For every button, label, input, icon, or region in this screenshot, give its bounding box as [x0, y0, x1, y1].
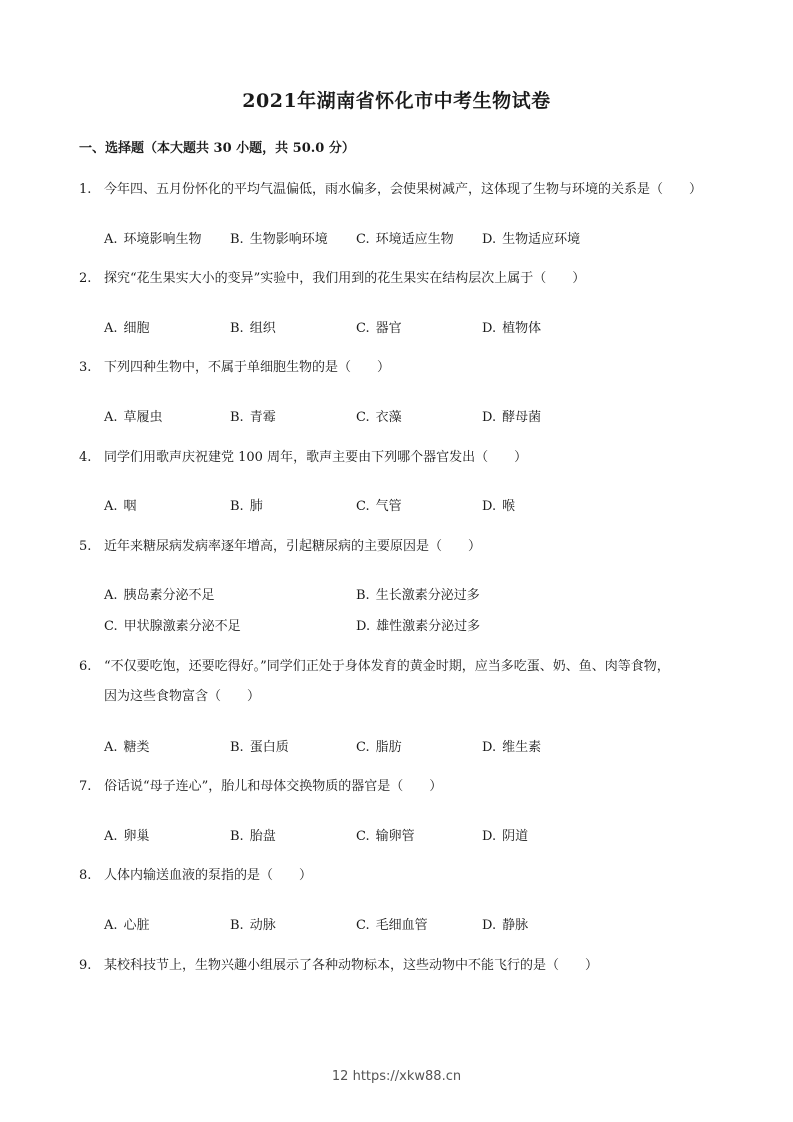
option-text: 甲状腺激素分泌不足	[123, 619, 241, 634]
option-c	[356, 406, 402, 425]
option-letter: D.	[482, 499, 497, 514]
option-b	[230, 406, 276, 425]
option-text: 环境影响生物	[123, 232, 202, 247]
option-d	[482, 914, 528, 933]
option-text: 青霉	[249, 410, 276, 425]
option-letter: B.	[230, 499, 244, 514]
option-letter: A.	[104, 918, 118, 933]
option-letter: A.	[104, 499, 118, 514]
question-stem: 下列四种生物中，不属于单细胞生物的是（ ）	[104, 360, 391, 375]
option-letter: A.	[104, 740, 118, 755]
option-c	[356, 495, 402, 514]
option-d	[482, 825, 528, 844]
section-header: 一、选择题（本大题共 30 小题，共 50.0 分）	[79, 141, 355, 156]
option-letter: A.	[104, 321, 118, 336]
option-b	[230, 825, 276, 844]
option-text: 胰岛素分泌不足	[123, 588, 215, 603]
option-text: 器官	[375, 321, 402, 336]
option-letter: B.	[230, 232, 244, 247]
question-stem: 某校科技节上，生物兴趣小组展示了各种动物标本，这些动物中不能飞行的是（ ）	[104, 958, 599, 973]
option-text: 生物适应环境	[502, 232, 581, 247]
option-a	[104, 495, 137, 514]
option-letter: D.	[482, 232, 497, 247]
option-letter: D.	[356, 619, 371, 634]
option-d	[482, 406, 541, 425]
question-stem: 同学们用歌声庆祝建党 100 周年，歌声主要由下列哪个器官发出（ ）	[104, 450, 528, 465]
option-a	[104, 736, 150, 755]
option-text: 喉	[502, 499, 516, 514]
option-text: 动脉	[249, 918, 276, 933]
option-text: 阴道	[502, 829, 529, 844]
question-stem: 近年来糖尿病发病率逐年增高，引起糖尿病的主要原因是（ ）	[104, 539, 482, 554]
option-letter: C.	[356, 740, 370, 755]
option-letter: A.	[104, 588, 118, 603]
question-stem: 今年四、五月份怀化的平均气温偏低，雨水偏多，会使果树减产，这体现了生物与环境的关系是（ ）	[104, 182, 703, 197]
option-letter: C.	[356, 232, 370, 247]
question-stem: 俗话说“母子连心”，胎儿和母体交换物质的器官是（ ）	[104, 779, 443, 794]
option-letter: D.	[482, 829, 497, 844]
option-letter: B.	[230, 321, 244, 336]
option-letter: C.	[356, 410, 370, 425]
option-text: 咽	[123, 499, 137, 514]
option-letter: D.	[482, 321, 497, 336]
question-stem: 人体内输送血液的泵指的是（ ）	[104, 868, 313, 883]
question-number: 7.	[79, 779, 92, 794]
option-letter: C.	[356, 499, 370, 514]
option-text: 脂肪	[375, 740, 402, 755]
option-c	[104, 615, 241, 634]
question-number: 5.	[79, 539, 92, 554]
option-c	[356, 228, 454, 247]
option-text: 输卵管	[375, 829, 415, 844]
question-stem: “不仅要吃饱，还要吃得好。”同学们正处于身体发育的黄金时期，应当多吃蛋、奶、鱼、肉等食物，	[104, 659, 670, 674]
question-number: 6.	[79, 659, 92, 674]
option-letter: B.	[230, 740, 244, 755]
option-c	[356, 914, 428, 933]
option-text: 酵母菌	[502, 410, 542, 425]
option-a	[104, 317, 150, 336]
option-letter: C.	[356, 829, 370, 844]
option-text: 卵巢	[123, 829, 150, 844]
option-a	[104, 825, 150, 844]
option-text: 肺	[249, 499, 263, 514]
option-d	[482, 736, 541, 755]
question-number: 8.	[79, 868, 92, 883]
option-letter: D.	[482, 410, 497, 425]
option-text: 草履虫	[123, 410, 163, 425]
option-letter: B.	[356, 588, 370, 603]
option-letter: D.	[482, 918, 497, 933]
option-text: 生长激素分泌过多	[375, 588, 480, 603]
option-text: 糖类	[123, 740, 150, 755]
option-letter: D.	[482, 740, 497, 755]
option-d	[356, 615, 480, 634]
option-c	[356, 825, 415, 844]
option-text: 衣藻	[375, 410, 402, 425]
option-text: 组织	[249, 321, 276, 336]
option-text: 心脏	[123, 918, 150, 933]
question-stem: 探究“花生果实大小的变异”实验中，我们用到的花生果实在结构层次上属于（ ）	[104, 271, 586, 286]
option-a	[104, 914, 150, 933]
option-a	[104, 228, 202, 247]
option-c	[356, 317, 402, 336]
option-letter: C.	[356, 918, 370, 933]
option-text: 维生素	[502, 740, 542, 755]
option-d	[482, 317, 541, 336]
option-d	[482, 228, 580, 247]
option-text: 环境适应生物	[375, 232, 454, 247]
option-text: 生物影响环境	[249, 232, 328, 247]
page-footer: 12 https://xkw88.cn	[331, 1069, 462, 1084]
option-letter: B.	[230, 410, 244, 425]
question-number: 1.	[79, 182, 92, 197]
question-number: 9.	[79, 958, 92, 973]
option-letter: B.	[230, 829, 244, 844]
option-text: 植物体	[502, 321, 542, 336]
option-text: 静脉	[502, 918, 529, 933]
option-letter: A.	[104, 410, 118, 425]
option-b	[230, 736, 289, 755]
option-b	[230, 317, 276, 336]
option-b	[230, 914, 276, 933]
option-letter: A.	[104, 829, 118, 844]
option-b	[230, 495, 263, 514]
option-letter: C.	[356, 321, 370, 336]
option-text: 胎盘	[249, 829, 276, 844]
option-text: 细胞	[123, 321, 150, 336]
option-b	[230, 228, 328, 247]
option-letter: B.	[230, 918, 244, 933]
question-number: 2.	[79, 271, 92, 286]
question-number: 4.	[79, 450, 92, 465]
question-stem-line2: 因为这些食物富含（ ）	[104, 689, 261, 704]
exam-title: 2021年湖南省怀化市中考生物试卷	[242, 90, 551, 112]
option-letter: C.	[104, 619, 118, 634]
option-text: 雄性激素分泌过多	[376, 619, 481, 634]
option-text: 毛细血管	[375, 918, 428, 933]
option-b	[356, 584, 480, 603]
question-number: 3.	[79, 360, 92, 375]
option-a	[104, 406, 163, 425]
option-text: 蛋白质	[249, 740, 289, 755]
option-a	[104, 584, 215, 603]
option-letter: A.	[104, 232, 118, 247]
option-c	[356, 736, 402, 755]
option-text: 气管	[375, 499, 402, 514]
option-d	[482, 495, 515, 514]
